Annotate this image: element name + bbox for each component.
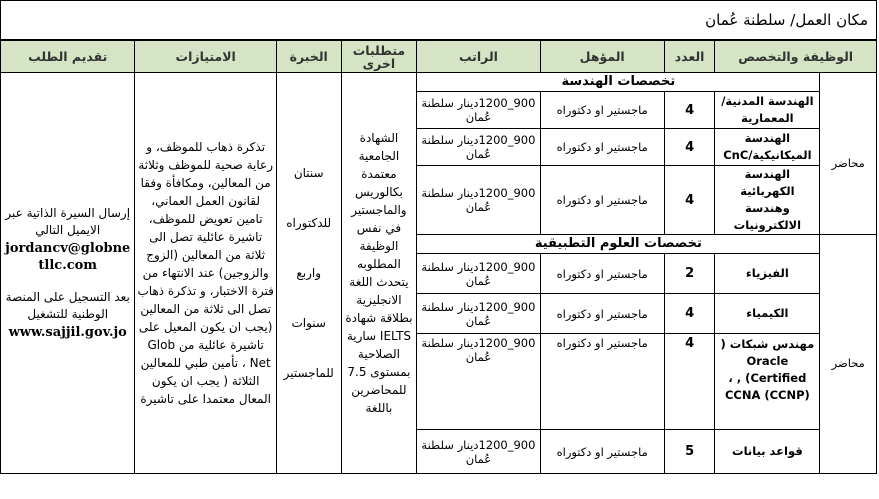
job-title: الفيزياء xyxy=(715,254,820,294)
job-title: الهندسة الميكانيكية/CnC xyxy=(715,129,820,166)
job-qualification: ماجستير او دكتوراه xyxy=(540,254,664,294)
job-qualification: ماجستير او دكتوراه xyxy=(540,92,664,129)
job-title: الهندسة الكهربائية وهندسة الالكترونيات xyxy=(715,166,820,235)
job-count: 4 xyxy=(664,129,715,166)
job-salary: 900_1200دينار سلطنة عُمان xyxy=(417,294,540,334)
apply-email[interactable]: jordancv@globnetllc.com xyxy=(5,240,131,274)
job-count: 2 xyxy=(664,254,715,294)
experience xyxy=(276,73,341,474)
experience-line: سنتان xyxy=(293,166,324,180)
benefits: تذكرة ذهاب للموظف، و رعاية صحية للموظف وثلاثة من المعالين، ومكافأة وفقا لقانون العمل العماني، تامين تعويض للموظف، تاشيرة عائلية تصل الى ثلاثة من المعالين (الزوج والزوجين) عند الانتهاء من فترة الاختبار، و تذكرة ذهاب تصل الى ثلاثة من المعالين (يجب ان يكون المعيل على تاشيرة عائلية من Glob Net ، تأمين طبي للمعالين الثلاثة ( يجب ان يكون المعال معتمدا على تاشيرة xyxy=(135,73,276,474)
experience-line: واربع xyxy=(296,266,322,280)
header-apply: تقديم الطلب xyxy=(1,41,135,73)
job-count: 4 xyxy=(664,92,715,129)
job-title: الهندسة المدنية/المعمارية xyxy=(715,92,820,129)
header-salary: الراتب xyxy=(417,41,540,73)
job-title: قواعد بيانات xyxy=(715,430,820,474)
section-engineering-title-row xyxy=(1,73,877,92)
job-salary: 900_1200دينار سلطنة عُمان xyxy=(417,92,540,129)
header-experience: الخبرة xyxy=(276,41,341,73)
work-location: مكان العمل/ سلطنة عُمان xyxy=(0,0,877,40)
experience-line: للماجستير xyxy=(283,366,334,380)
job-qualification: ماجستير او دكتوراه xyxy=(540,294,664,334)
apply-register-line: بعد التسجيل على المنصة الوطنية للتشغيل xyxy=(5,289,130,322)
job-count: 4 xyxy=(664,166,715,235)
section-title: تخصصات الهندسة xyxy=(417,73,820,92)
apply-email-line: إرسال السيرة الذاتية عبر الايميل التالي xyxy=(5,205,131,238)
header-count: العدد xyxy=(664,41,715,73)
job-qualification: ماجستير او دكتوراه xyxy=(540,166,664,235)
header-qualification: المؤهل xyxy=(540,41,664,73)
job-count: 4 xyxy=(664,334,715,430)
apply-instructions xyxy=(1,73,135,474)
header-other-requirements: متطلبات اخرى xyxy=(341,41,417,73)
job-salary: 900_1200دينار سلطنة عُمان xyxy=(417,129,540,166)
section-title: تخصصات العلوم التطبيقية xyxy=(417,235,820,254)
header-benefits: الامتيازات xyxy=(135,41,276,73)
job-qualification: ماجستير او دكتوراه xyxy=(540,129,664,166)
table-header-row xyxy=(1,41,877,73)
job-title: مهندس شبكات ( Oracle Certified) , ، (CCNA (CCNP xyxy=(715,334,820,430)
experience-line: للدكتوراه xyxy=(286,216,332,230)
job-count: 4 xyxy=(664,294,715,334)
job-qualification: ماجستير او دكتوراه xyxy=(540,334,664,430)
job-salary: 900_1200دينار سلطنة عُمان xyxy=(417,430,540,474)
experience-line: سنوات xyxy=(291,316,326,330)
job-salary: 900_1200دينار سلطنة عُمان xyxy=(417,166,540,235)
job-category: محاضر xyxy=(820,92,877,235)
jobs-table xyxy=(0,40,877,474)
job-title: الكيمياء xyxy=(715,294,820,334)
apply-website[interactable]: www.sajjil.gov.jo xyxy=(8,324,127,340)
job-count: 5 xyxy=(664,430,715,474)
job-qualification: ماجستير او دكتوراه xyxy=(540,430,664,474)
job-salary: 900_1200دينار سلطنة عُمان xyxy=(417,334,540,430)
job-category: محاضر xyxy=(820,254,877,474)
job-salary: 900_1200دينار سلطنة عُمان xyxy=(417,254,540,294)
other-requirements: الشهادة الجامعية معتمدة بكالوريس والماجستير في نفس الوظيفة المطلوبه يتحدث اللغة الانجليزية بطلاقة شهادة IELTS سارية الصلاحية بمستوى 7.5 للمحاضرين باللغة xyxy=(341,73,417,474)
header-job: الوظيفة والتخصص xyxy=(715,41,877,73)
